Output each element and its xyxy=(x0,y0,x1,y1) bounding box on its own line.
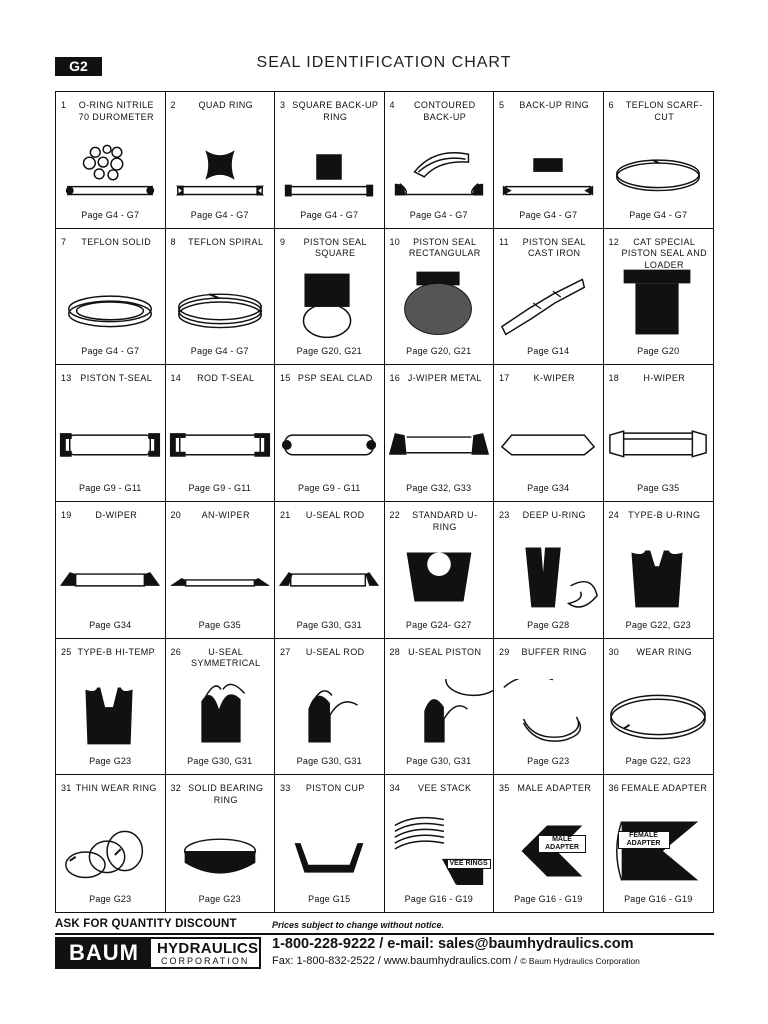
seal-item-page-ref: Page G4 - G7 xyxy=(409,209,468,220)
seal-item-page-ref: Page G32, G33 xyxy=(406,483,472,493)
rod-t-seal-icon xyxy=(166,405,275,473)
seal-item-name: FEMALE ADAPTER xyxy=(621,783,708,794)
seal-item-26 xyxy=(166,639,276,776)
seal-item-number: 27 xyxy=(280,646,291,657)
vee-stack-icon xyxy=(385,815,494,883)
seal-item-name: PISTON SEAL RECTANGULAR xyxy=(408,236,481,259)
seal-item-name: VEE STACK xyxy=(418,783,472,794)
quantity-discount-text: ASK FOR QUANTITY DISCOUNT xyxy=(55,918,237,930)
seal-item-number: 11 xyxy=(499,236,509,247)
seal-item-30 xyxy=(604,639,714,776)
scarf-cut-ring-icon xyxy=(604,132,714,200)
buffer-ring-icon xyxy=(494,679,603,747)
seal-item-15 xyxy=(275,365,385,502)
u-seal-rod-2-icon xyxy=(275,679,384,747)
page-badge: G2 xyxy=(55,57,102,76)
copyright-text: © Baum Hydraulics Corporation xyxy=(520,956,640,966)
seal-item-page-ref: Page G30, G31 xyxy=(296,619,362,630)
seal-item-number: 36 xyxy=(608,783,620,794)
seal-item-36 xyxy=(604,775,714,912)
spiral-ring-icon xyxy=(166,269,275,337)
piston-t-seal-icon xyxy=(56,405,165,473)
seal-item-name: H-WIPER xyxy=(643,373,686,384)
seal-item-page-ref: Page G24- G27 xyxy=(405,619,472,630)
seal-item-name: D-WIPER xyxy=(95,510,138,520)
piston-seal-rect-icon xyxy=(385,269,494,337)
seal-item-name: TEFLON SOLID xyxy=(81,236,152,247)
seal-item-22 xyxy=(385,502,495,639)
seal-item-page-ref: Page G34 xyxy=(89,619,132,630)
seal-item-23 xyxy=(494,502,604,639)
seal-item-3 xyxy=(275,92,385,229)
seal-item-page-ref: Page G16 - G19 xyxy=(404,894,473,904)
seal-item-number: 29 xyxy=(499,646,510,657)
type-b-u-ring-icon xyxy=(604,542,714,610)
seal-item-name: CAT SPECIAL PISTON SEAL AND LOADER xyxy=(621,236,708,270)
seal-item-name: WEAR RING xyxy=(636,646,693,657)
seal-item-4 xyxy=(385,92,495,229)
seal-item-page-ref: Page G9 - G11 xyxy=(298,483,361,493)
seal-item-16 xyxy=(385,365,495,502)
seal-item-27 xyxy=(275,639,385,776)
seal-item-name: U-SEAL ROD xyxy=(305,646,365,657)
thin-wear-ring-icon xyxy=(56,815,165,883)
cat-special-seal-icon xyxy=(604,269,714,337)
h-wiper-icon xyxy=(604,405,714,473)
psp-seal-icon xyxy=(275,405,384,473)
seal-item-number: 23 xyxy=(499,510,510,520)
seal-item-page-ref: Page G4 - G7 xyxy=(81,346,140,357)
seal-item-32 xyxy=(166,775,276,912)
seal-item-number: 35 xyxy=(499,783,510,794)
seal-item-number: 13 xyxy=(61,373,72,384)
seal-item-name: SOLID BEARING RING xyxy=(188,783,264,805)
seal-item-name: SQUARE BACK-UP RING xyxy=(292,100,379,122)
seal-item-number: 17 xyxy=(499,373,510,384)
seal-item-number: 7 xyxy=(61,236,67,247)
seal-item-29 xyxy=(494,639,604,776)
seal-item-page-ref: Page G20, G21 xyxy=(296,346,362,357)
seal-item-name: QUAD RING xyxy=(198,100,254,110)
seal-item-number: 4 xyxy=(389,100,395,110)
fax-web-text[interactable]: Fax: 1-800-832-2522 / www.baumhydraulics.com / xyxy=(272,955,518,967)
seal-item-number: 3 xyxy=(280,100,286,110)
cast-iron-ring-icon xyxy=(494,269,603,337)
seal-item-13 xyxy=(56,365,166,502)
seal-item-page-ref: Page G23 xyxy=(198,894,241,904)
seal-item-page-ref: Page G30, G31 xyxy=(406,756,472,767)
seal-item-page-ref: Page G9 - G11 xyxy=(188,483,251,493)
seal-item-page-ref: Page G23 xyxy=(89,756,132,767)
company-logo xyxy=(55,937,261,969)
seal-item-name: AN-WIPER xyxy=(201,510,250,520)
seal-item-name: J-WIPER METAL xyxy=(407,373,482,384)
seal-item-number: 34 xyxy=(389,783,401,794)
seal-item-name: PISTON SEAL SQUARE xyxy=(303,236,367,259)
seal-item-number: 24 xyxy=(608,510,620,520)
seal-item-6 xyxy=(604,92,714,229)
seal-item-number: 26 xyxy=(170,646,182,657)
seal-item-page-ref: Page G22, G23 xyxy=(625,756,691,767)
seal-item-1 xyxy=(56,92,166,229)
seal-item-page-ref: Page G4 - G7 xyxy=(190,346,249,357)
seal-item-number: 33 xyxy=(280,783,291,794)
seal-item-14 xyxy=(166,365,276,502)
seal-item-page-ref: Page G16 - G19 xyxy=(624,894,693,904)
seal-item-name: STANDARD U-RING xyxy=(412,510,478,532)
seal-item-number: 12 xyxy=(608,236,620,247)
contoured-backup-icon xyxy=(385,132,494,200)
seal-item-number: 15 xyxy=(280,373,291,384)
seal-item-number: 1 xyxy=(61,100,67,110)
seal-item-9 xyxy=(275,229,385,366)
seal-item-page-ref: Page G20 xyxy=(637,346,680,357)
seal-item-number: 5 xyxy=(499,100,505,110)
seal-item-number: 32 xyxy=(170,783,182,794)
seal-item-2 xyxy=(166,92,276,229)
wear-ring-icon xyxy=(604,679,714,747)
type-b-hi-temp-icon xyxy=(56,679,165,747)
d-wiper-icon xyxy=(56,542,165,610)
seal-item-page-ref: Page G16 - G19 xyxy=(514,894,583,904)
female-adapter-icon xyxy=(604,815,714,883)
seal-item-number: 19 xyxy=(61,510,72,520)
seal-item-name: BACK-UP RING xyxy=(519,100,590,110)
seal-item-number: 22 xyxy=(389,510,401,520)
seal-item-number: 16 xyxy=(389,373,401,384)
u-seal-piston-icon xyxy=(385,679,494,747)
seal-item-34 xyxy=(385,775,495,912)
seal-item-number: 8 xyxy=(170,236,176,247)
seal-item-number: 21 xyxy=(280,510,291,520)
o-ring-icon xyxy=(56,132,165,200)
seal-item-name: TYPE-B HI-TEMP xyxy=(77,646,156,657)
seal-item-diagram-label: FEMALE ADAPTER xyxy=(618,831,670,849)
seal-item-name: PISTON CUP xyxy=(305,783,365,794)
seal-item-page-ref: Page G28 xyxy=(527,619,570,630)
price-note: Prices subject to change without notice. xyxy=(272,920,445,930)
seal-item-24 xyxy=(604,502,714,639)
seal-item-10 xyxy=(385,229,495,366)
seal-item-page-ref: Page G4 - G7 xyxy=(300,209,359,220)
seal-item-page-ref: Page G34 xyxy=(527,483,570,493)
seal-item-20 xyxy=(166,502,276,639)
seal-item-page-ref: Page G30, G31 xyxy=(187,756,253,767)
seal-item-page-ref: Page G15 xyxy=(308,894,351,904)
standard-u-ring-icon xyxy=(385,542,494,610)
logo-hydraulics: HYDRAULICS xyxy=(157,940,259,957)
seal-item-name: PISTON T-SEAL xyxy=(80,373,153,384)
seal-item-page-ref: Page G22, G23 xyxy=(625,619,691,630)
seal-item-number: 14 xyxy=(170,373,182,384)
seal-item-name: PISTON SEAL CAST IRON xyxy=(522,236,586,259)
seal-item-21 xyxy=(275,502,385,639)
seal-item-31 xyxy=(56,775,166,912)
contact-fax-web xyxy=(272,955,640,967)
seal-item-page-ref: Page G23 xyxy=(89,894,132,904)
seal-item-page-ref: Page G23 xyxy=(527,756,570,767)
seal-item-5 xyxy=(494,92,604,229)
seal-item-8 xyxy=(166,229,276,366)
seal-item-number: 18 xyxy=(608,373,620,384)
seal-item-page-ref: Page G4 - G7 xyxy=(81,209,140,220)
seal-item-name: ROD T-SEAL xyxy=(197,373,255,384)
seal-item-page-ref: Page G4 - G7 xyxy=(190,209,249,220)
seal-item-diagram-label: MALE ADAPTER xyxy=(538,835,586,853)
seal-item-page-ref: Page G4 - G7 xyxy=(519,209,578,220)
seal-item-name: THIN WEAR RING xyxy=(75,783,157,794)
seal-item-name: TEFLON SPIRAL xyxy=(188,236,264,247)
seal-item-name: TEFLON SCARF-CUT xyxy=(625,100,703,122)
logo-baum: BAUM xyxy=(57,939,151,967)
seal-item-number: 25 xyxy=(61,646,72,657)
seal-item-18 xyxy=(604,365,714,502)
solid-ring-icon xyxy=(56,269,165,337)
seal-item-number: 30 xyxy=(608,646,620,657)
j-wiper-icon xyxy=(385,405,494,473)
deep-u-ring-icon xyxy=(494,542,603,610)
seal-item-number: 31 xyxy=(61,783,72,794)
seal-item-page-ref: Page G35 xyxy=(637,483,680,493)
seal-chart-grid xyxy=(55,91,714,913)
seal-item-number: 20 xyxy=(170,510,182,520)
seal-item-33 xyxy=(275,775,385,912)
seal-item-name: MALE ADAPTER xyxy=(517,783,592,794)
u-seal-rod-icon xyxy=(275,542,384,610)
seal-item-11 xyxy=(494,229,604,366)
seal-item-page-ref: Page G20, G21 xyxy=(406,346,472,357)
seal-item-page-ref: Page G30, G31 xyxy=(296,756,362,767)
bearing-ring-icon xyxy=(166,815,275,883)
seal-item-diagram-label: VEE RINGS xyxy=(447,859,491,869)
seal-item-number: 9 xyxy=(280,236,286,247)
seal-item-19 xyxy=(56,502,166,639)
seal-item-page-ref: Page G35 xyxy=(198,619,241,630)
seal-item-name: U-SEAL SYMMETRICAL xyxy=(191,646,261,669)
seal-item-25 xyxy=(56,639,166,776)
seal-item-name: CONTOURED BACK-UP xyxy=(414,100,476,122)
seal-item-number: 2 xyxy=(170,100,176,110)
k-wiper-icon xyxy=(494,405,603,473)
backup-ring-icon xyxy=(494,132,603,200)
piston-cup-icon xyxy=(275,815,384,883)
seal-item-name: O-RING NITRILE 70 DUROMETER xyxy=(78,100,154,122)
seal-item-name: U-SEAL ROD xyxy=(305,510,365,520)
seal-item-35 xyxy=(494,775,604,912)
quad-ring-icon xyxy=(166,132,275,200)
an-wiper-icon xyxy=(166,542,275,610)
seal-item-17 xyxy=(494,365,604,502)
u-seal-symmetrical-icon xyxy=(166,679,275,747)
seal-item-page-ref: Page G14 xyxy=(527,346,570,357)
contact-phone-email[interactable]: 1-800-228-9222 / e-mail: sales@baumhydraulics.com xyxy=(272,936,634,952)
logo-corporation: CORPORATION xyxy=(161,956,250,966)
square-backup-ring-icon xyxy=(275,132,384,200)
footer-divider xyxy=(55,933,714,935)
page-title: SEAL IDENTIFICATION CHART xyxy=(256,54,512,71)
seal-item-28 xyxy=(385,639,495,776)
seal-item-name: PSP SEAL CLAD xyxy=(297,373,373,384)
seal-item-name: DEEP U-RING xyxy=(522,510,586,520)
seal-item-12 xyxy=(604,229,714,366)
seal-item-page-ref: Page G4 - G7 xyxy=(629,209,688,220)
seal-item-page-ref: Page G9 - G11 xyxy=(79,483,142,493)
piston-seal-square-icon xyxy=(275,269,384,337)
seal-item-name: K-WIPER xyxy=(533,373,575,384)
seal-item-number: 6 xyxy=(608,100,614,110)
seal-item-name: U-SEAL PISTON xyxy=(408,646,482,657)
seal-item-number: 10 xyxy=(389,236,401,247)
seal-item-name: TYPE-B U-RING xyxy=(628,510,701,520)
seal-item-number: 28 xyxy=(389,646,401,657)
seal-item-7 xyxy=(56,229,166,366)
seal-item-name: BUFFER RING xyxy=(521,646,587,657)
